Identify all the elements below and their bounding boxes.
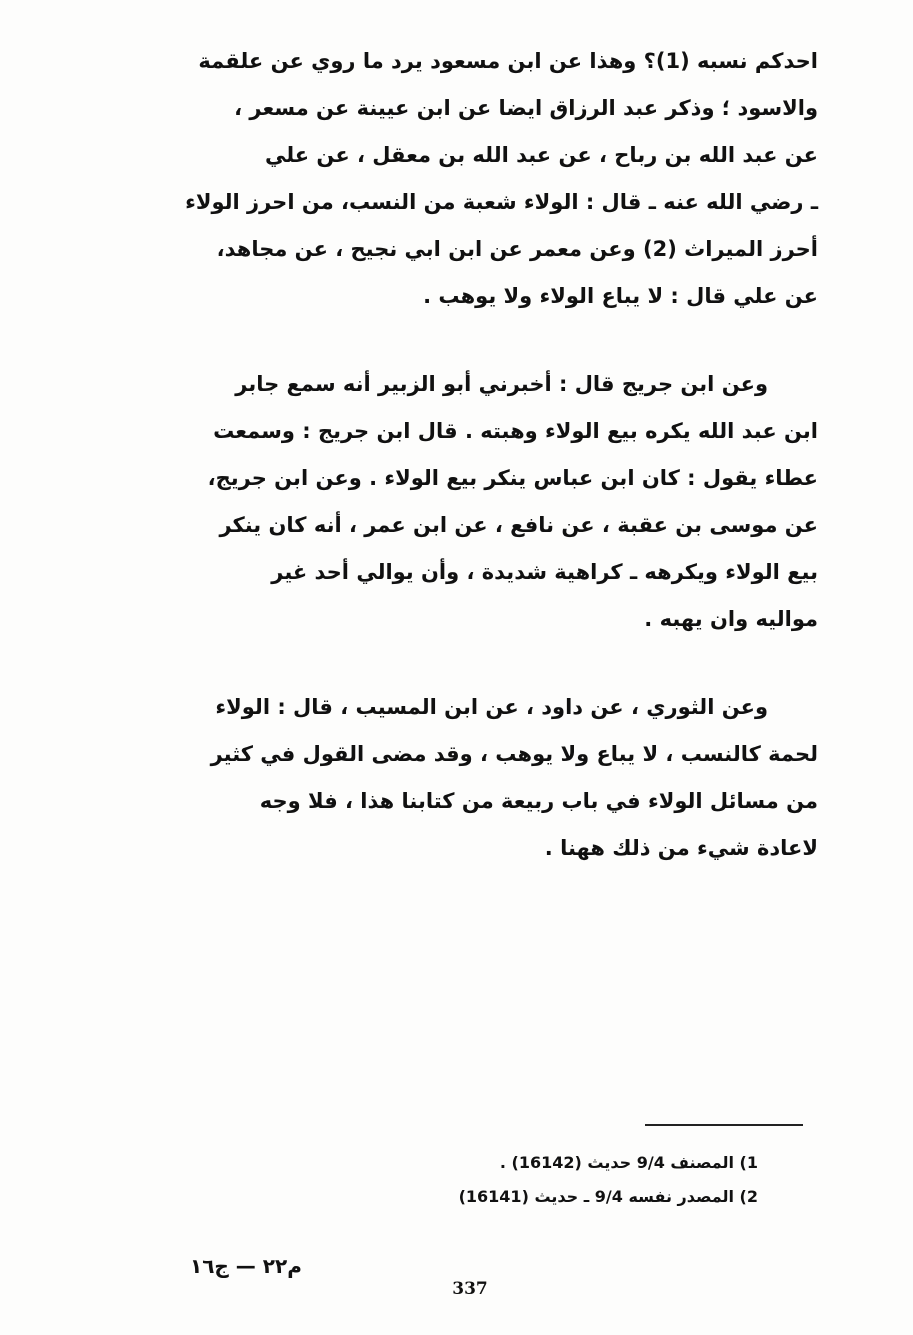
text-line: لحمة كالنسب ، لا يباع ولا يوهب ، وقد مضى القول في كثير [210, 742, 818, 766]
text-line: من مسائل الولاء في باب ربيعة من كتابنا هذا ، فلا وجه [259, 789, 818, 813]
text-line: عن عبد الله بن رباح ، عن عبد الله بن معقل ، عن علي [264, 143, 818, 167]
paragraph-1 [168, 38, 818, 320]
text-line: وعن الثوري ، عن داود ، عن ابن المسيب ، قال : الولاء [215, 695, 768, 719]
paragraph-3 [168, 684, 818, 872]
text-line: عن موسى بن عقبة ، عن نافع ، عن ابن عمر ، أنه كان ينكر [219, 513, 818, 537]
signature-mark: م٢٢ — ج١٦ [190, 1254, 302, 1278]
text-line: ـ رضي الله عنه ـ قال : الولاء شعبة من النسب، من احرز الولاء [185, 190, 818, 214]
text-line: لاعادة شيء من ذلك ههنا . [544, 836, 818, 860]
text-line: عن علي قال : لا يباع الولاء ولا يوهب . [423, 284, 818, 308]
text-line: بيع الولاء ويكرهه ـ كراهية شديدة ، وأن يوالي أحد غير [271, 560, 818, 584]
footnote-2: 2) المصدر نفسه 9/4 ـ حديث (16141) [458, 1187, 758, 1206]
text-line: ابن عبد الله يكره بيع الولاء وهبته . قال ابن جريج : وسمعت [213, 419, 818, 443]
text-line: أحرز الميراث (2) وعن معمر عن ابن ابي نجيح ، عن مجاهد، [216, 237, 818, 261]
text-line: مواليه وان يهبه . [644, 607, 818, 631]
footnotes [380, 1146, 758, 1214]
footnote-divider [645, 1124, 803, 1126]
paragraph-2 [168, 361, 818, 643]
text-line: احدكم نسبه (1)؟ وهذا عن ابن مسعود يرد ما روي عن علقمة [198, 49, 818, 73]
main-text [168, 38, 818, 913]
text-line: عطاء يقول : كان ابن عباس ينكر بيع الولاء . وعن ابن جريج، [207, 466, 818, 490]
page-number: 337 [452, 1279, 488, 1299]
footnote-1: 1) المصنف 9/4 حديث (16142) . [499, 1153, 758, 1172]
text-line: والاسود ؛ وذكر عبد الرزاق ايضا عن ابن عيينة عن مسعر ، [234, 96, 818, 120]
text-line: وعن ابن جريج قال : أخبرني أبو الزبير أنه سمع جابر [235, 372, 768, 396]
